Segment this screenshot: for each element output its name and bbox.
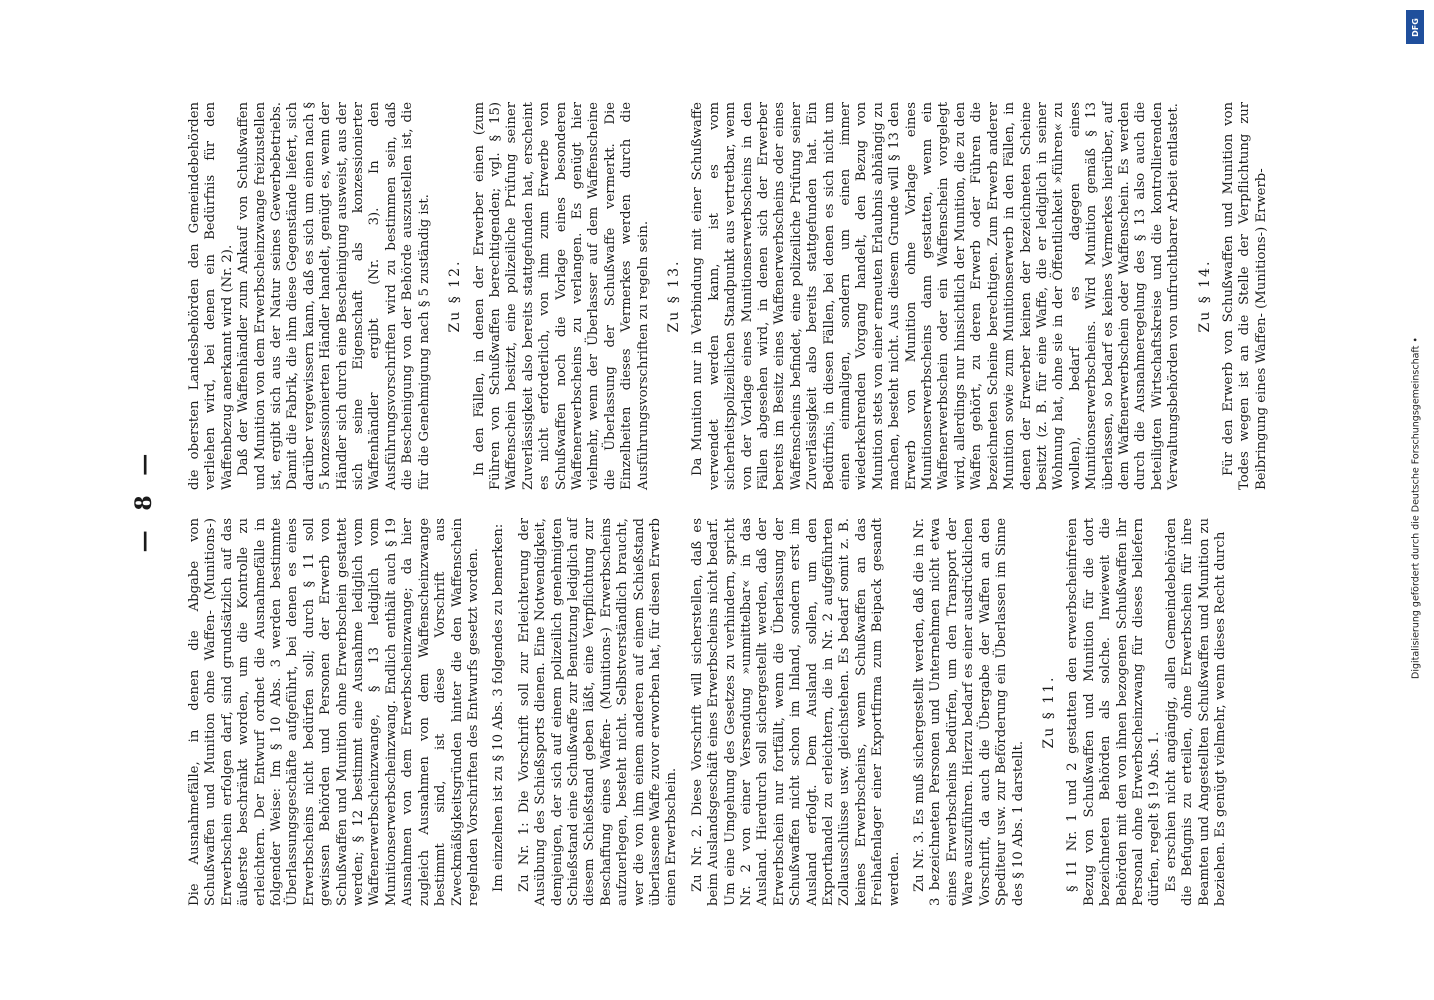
paragraph: Zu Nr. 2. Diese Vorschrift will sicherstellen, daß es beim Auslandsgeschäft eines Erwerbscheins nicht bedarf. Um eine Umgehung des Gesetzes zu verhindern, spricht Nr. 2 von einer Versendung »unmittelbar« in das Ausland. Hierdurch soll sichergestellt werden, daß der Erwerbschein nur fortfällt, wenn die Überlassung der Schußwaffen nicht schon im Inland, sondern erst im Ausland erfolgt. Dem Ausland sollen, um den Exporthandel zu erleichtern, die in Nr. 2 aufgeführten Zollausschlüsse usw. gleichstehen. Es bedarf somit z. B. keines Erwerbscheins, wenn Schußwaffen an das Freihafenlager einer Exportfirma zum Beipack gesandt werden.: [689, 518, 902, 906]
paragraph: Da Munition nur in Verbindung mit einer Schußwaffe verwendet werden kann, ist es vom sicherheitspolizeilichen Standpunkt aus vertretbar, wenn von der Vorlage eines Munitionserwerbscheins in den Fällen abgesehen wird, in denen sich der Erwerber bereits im Besitz eines Waffenerwerbscheins oder eines Waffenscheins befindet, eine polizeiliche Prüfung seiner Zuverlässigkeit also bereits stattgefunden hat. Ein Bedürfnis, in diesen Fällen, bei denen es sich nicht um einen einmaligen, sondern um einen immer wiederkehrenden Vorgang handelt, den Bezug von Munition stets von einer erneuten Erlaubnis abhängig zu machen, besteht nicht. Aus diesem Grunde will § 13 den Erwerb von Munition ohne Vorlage eines Munitionserwerbscheins dann gestatten, wenn ein Waffenerwerbschein oder ein Waffenschein vorgelegt wird, allerdings nur hinsichtlich der Munition, die zu den Waffen gehört, zu deren Erwerb oder Führen die bezeichneten Scheine berechtigen. Zum Erwerb anderer Munition sowie zum Munitionserwerb in den Fällen, in denen der Erwerber keinen der bezeichneten Scheine besitzt (z. B. für eine Waffe, die er lediglich in seiner Wohnung hat, ohne sie in der Öffentlichkeit »führen« zu wollen), bedarf es dagegen eines Munitionserwerbscheins. Wird Munition gemäß § 13 überlassen, so bedarf es keines Vermerkes hierüber, auf dem Waffenerwerbschein oder Waffenschein. Es werden durch die Ausnahmeregelung des § 13 also auch die beteiligten Wirtschaftskreise und die kontrollierenden Verwaltungsbehörden von unfruchtbarer Arbeit entlastet.: [690, 102, 1182, 490]
left-column: [187, 518, 1229, 906]
section-heading: Zu § 14.: [1196, 259, 1213, 333]
paragraph: Es erschien nicht angängig, allen Gemeindebehörden die Befugnis zu erteilen, ohne Erwerbschein für ihre Beamten und Angestellten Schußwaffen und Munition zu beziehen. Es genügt vielmehr, wenn dieses Recht durch: [1163, 518, 1228, 906]
paragraph: § 11 Nr. 1 und 2 gestatten den erwerbscheinfreien Bezug von Schußwaffen und Munition für die dort bezeichneten Behörden als solche. Inwieweit die Behörden mit den von ihnen bezogenen Schußwaffen ihr Personal ohne Erwerbscheinzwang für dieses beliefern dürfen, regelt § 19 Abs. 1.: [1065, 518, 1163, 906]
paragraph: die obersten Landesbehörden den Gemeindebehörden verliehen wird, bei denen ein Bedürfnis für den Waffenbezug anerkannt wird (Nr. 2).: [187, 102, 235, 490]
section-heading: Zu § 11.: [1040, 675, 1057, 749]
credit-text: Digitalisierung gefördert durch die Deutsche Forschungsgemeinschaft •: [1410, 337, 1422, 679]
paragraph: Für den Erwerb von Schußwaffen und Munition von Todes wegen ist an die Stelle der Verpflichtung zur Beibringung eines Waffen- (Munitions-) Erwerb-: [1220, 102, 1269, 490]
paragraph: Zu Nr. 3. Es muß sichergestellt werden, daß die in Nr. 3 bezeichneten Personen und Unternehmen nicht etwa eines Erwerbscheins bedürfen, um den Transport der Ware auszuführen. Hierzu bedarf es einer ausdrücklichen Vorschrift, da auch die Übergabe der Waffen an den Spediteur usw. zur Beförderung ein Überlassen im Sinne des § 10 Abs. 1 darstellt.: [912, 518, 1026, 906]
paragraph: Zu Nr. 1: Die Vorschrift soll zur Erleichterung der Ausübung des Schießsports dienen. Eine Notwendigkeit, demjenigen, der sich auf einem polizeilich genehmigten Schießstand eine Schußwaffe zur Benutzung lediglich auf diesem Schießstand geben läßt, eine Verpflichtung zur Beschaffung eines Waffen- (Munitions-) Erwerbscheins aufzuerlegen, besteht nicht. Selbstverständlich braucht, wer die von ihm einem anderen auf einem Schießstand überlassene Waffe zuvor erworben hat, für diesen Erwerb einen Erwerbschein.: [516, 518, 680, 906]
paragraph: Die Ausnahmefälle, in denen die Abgabe von Schußwaffen und Munition ohne Waffen- (Munitions-) Erwerbschein erfolgen darf, sind grundsätzlich auf das äußerste beschränkt worden, um die Kontrolle zu erleichtern. Der Entwurf ordnet die Ausnahmefälle in folgender Weise: Im § 10 Abs. 3 werden bestimmte Überlassungsgeschäfte aufgeführt, bei denen es eines Erwerbscheins nicht bedürfen soll; durch § 11 soll gewissen Behörden und Personen der Erwerb von Schußwaffen und Munition ohne Erwerbschein gestattet werden; § 12 bestimmt eine Ausnahme lediglich vom Waffenerwerbscheinzwange, § 13 lediglich vom Munitionserwerbscheinzwang. Endlich enthält auch § 19 Ausnahmen von dem Erwerbscheinzwange; da hier zugleich Ausnahmen von dem Waffenscheinzwange bestimmt sind, ist diese Vorschrift aus Zweckmäßigkeitsgründen hinter die den Waffenschein regelnden Vorschriften des Entwurfs gesetzt worden.: [187, 518, 481, 906]
dfg-logo: DFG: [1406, 10, 1424, 44]
digitization-credit: [1404, 8, 1428, 992]
paragraph: Daß der Waffenhändler zum Ankauf von Schußwaffen und Munition von dem Erwerbscheinzwange freizustellen ist, ergibt sich aus der Natur seines Gewerbebetriebs. Damit die Fabrik, die ihm diese Gegenstände liefert, sich darüber vergewissern kann, daß es sich um einen nach § 5 konzessionierten Händler handelt, genügt es, wenn der Händler sich durch eine Bescheinigung ausweist, aus der sich seine Eigenschaft als konzessionierter Waffenhändler ergibt (Nr. 3). In den Ausführungsvorschriften wird zu bestimmen sein, daß die Bescheinigung von der Behörde auszustellen ist, die für die Genehmigung nach § 5 zuständig ist.: [236, 102, 432, 490]
paragraph: In den Fällen, in denen der Erwerber einen (zum Führen von Schußwaffen berechtigenden; vgl. § 15) Waffenschein besitzt, eine polizeiliche Prüfung seiner Zuverlässigkeit also bereits stattgefunden hat, erscheint es nicht erforderlich, von ihm zum Erwerbe von Schußwaffen noch die Vorlage eines besonderen Waffenerwerbscheins zu verlangen. Es genügt hier vielmehr, wenn der Überlasser auf dem Waffenscheine die Überlassung der Schußwaffe vermerkt. Die Einzelheiten dieses Vermerkes werden durch die Ausführungsvorschriften zu regeln sein.: [471, 102, 651, 490]
paragraph: Im einzelnen ist zu § 10 Abs. 3 folgendes zu bemerken:: [491, 523, 507, 892]
section-heading: Zu § 12.: [447, 259, 464, 333]
rotated-page: [117, 90, 1297, 910]
right-column: [187, 102, 1270, 490]
page-number: — 8 —: [131, 447, 157, 553]
section-heading: Zu § 13.: [665, 259, 682, 333]
